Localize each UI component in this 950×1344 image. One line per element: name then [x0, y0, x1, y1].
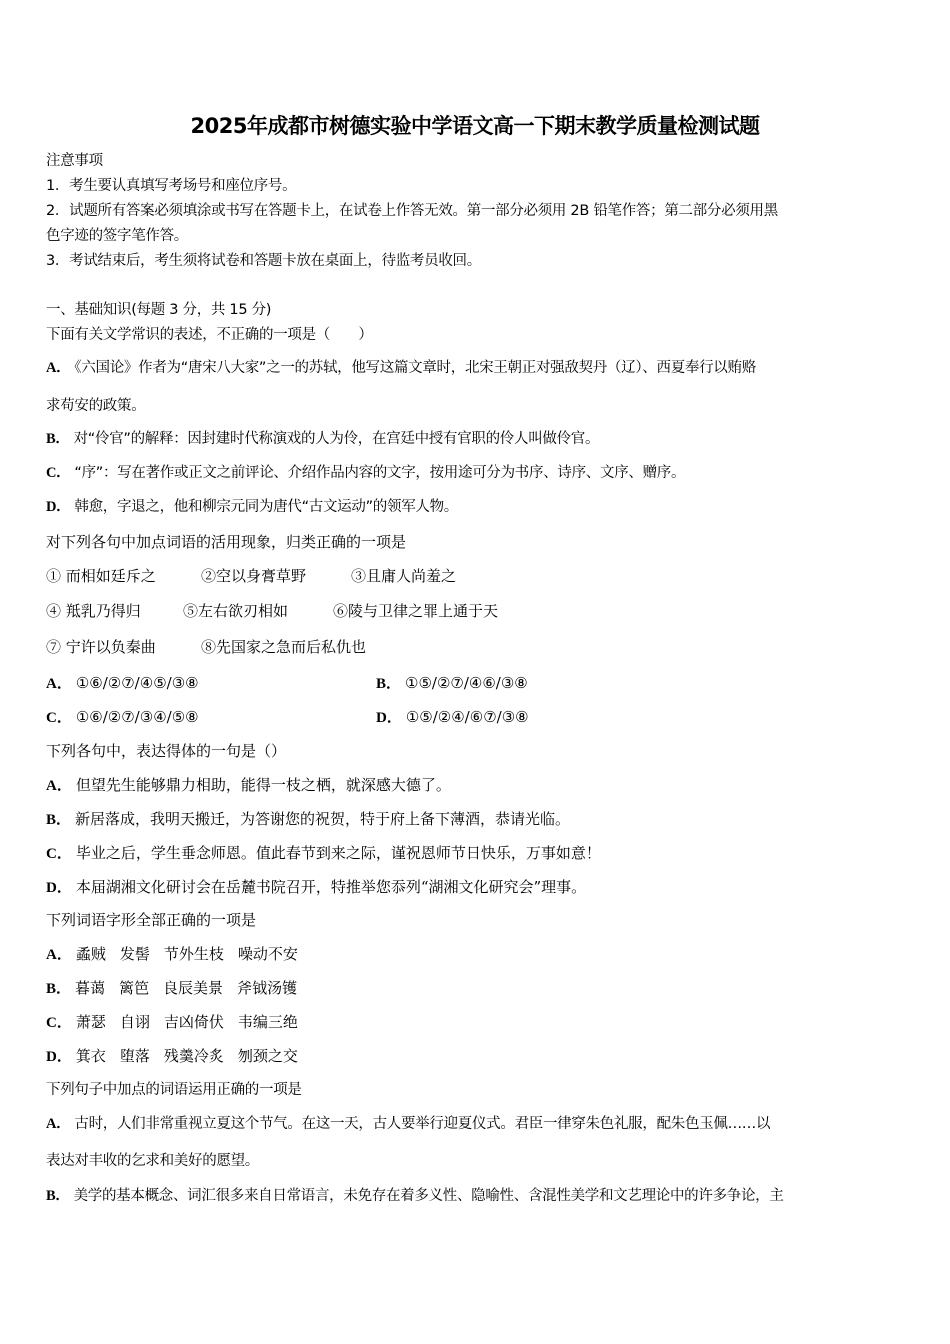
word: 残羹冷炙: [163, 1047, 224, 1065]
option-label: A．: [46, 778, 72, 794]
q3-stem: 下列各句中，表达得体的一句是（）: [46, 742, 287, 760]
option-text: 对“伶官”的解释：因封建时代称演戏的人为伶，在宫廷中授有官职的伶人叫做伶官。: [73, 431, 600, 447]
sentence-5: ⑤左右欲刃相如: [183, 602, 289, 620]
q5-stem: 下列句子中加点的词语运用正确的一项是: [46, 1082, 302, 1098]
sentence-3: ③且庸人尚羞之: [351, 567, 457, 585]
sentence-7: ⑦ 宁许以负秦曲: [46, 638, 156, 656]
q5-option-b[interactable]: [46, 1186, 784, 1206]
q3-option-b[interactable]: [46, 809, 570, 830]
notice-heading: 注意事项: [46, 153, 103, 169]
option-label: B．: [46, 981, 72, 997]
notice-item-2-cont: 色字迹的签字笔作答。: [46, 228, 188, 244]
sentence-2: ②空以身膏草野: [201, 567, 307, 585]
q3-option-c[interactable]: [46, 843, 601, 864]
option-label: A．: [46, 676, 72, 692]
option-text: 毕业之后，学生垂念师恩。值此春节到来之际，谨祝恩师节日快乐，万事如意！: [75, 844, 601, 862]
sentence-1: ① 而相如廷斥之: [46, 567, 156, 585]
q4-option-a[interactable]: [46, 944, 312, 965]
option-label: A．: [46, 1116, 71, 1132]
option-label: C．: [46, 465, 71, 481]
option-text: “序”：写在著作或正文之前评论、介绍作品内容的文字，按用途可分为书序、诗序、文序、赠序。: [74, 465, 686, 481]
q4-option-b[interactable]: [46, 978, 311, 999]
option-text: ①⑥/②⑦/③④/⑤⑧: [75, 708, 199, 726]
sentence-4: ④ 羝乳乃得归: [46, 602, 141, 620]
option-label: A．: [46, 947, 72, 963]
q2-option-d[interactable]: [376, 707, 529, 728]
word: 萧瑟: [75, 1013, 106, 1031]
word: 暮蔼: [75, 979, 106, 997]
q5-option-a[interactable]: [46, 1114, 770, 1134]
word: 噪动不安: [237, 945, 298, 963]
option-label: B．: [46, 431, 70, 447]
option-text: 古时，人们非常重视立夏这个节气。在这一天，古人要举行迎夏仪式。君臣一律穿朱色礼服，配朱色玉佩……以: [74, 1116, 771, 1132]
notice-item-3: 3．考试结束后，考生须将试卷和答题卡放在桌面上，待监考员收回。: [46, 253, 481, 269]
option-text: ①⑤/②④/⑥⑦/③⑧: [405, 708, 529, 726]
word: 箕衣: [75, 1047, 106, 1065]
option-text: 《六国论》作者为“唐宋八大家”之一的苏轼，他写这篇文章时，北宋王朝正对强敌契丹（辽）、西夏奉行以贿赂: [74, 360, 756, 376]
option-text: 美学的基本概念、词汇很多来自日常语言，未免存在着多义性、隐喻性、含混性美学和文艺理论中的许多争论，主: [73, 1188, 784, 1204]
option-text: 本届湖湘文化研讨会在岳麓书院召开，特推举您忝列“湖湘文化研究会”理事。: [75, 878, 587, 896]
word: 吉凶倚伏: [163, 1013, 224, 1031]
notice-item-1: 1．考生要认真填写考场号和座位序号。: [46, 178, 297, 194]
q2-sentence-row-1: [46, 566, 456, 586]
q3-option-a[interactable]: [46, 775, 451, 796]
q4-stem: 下列词语字形全部正确的一项是: [46, 911, 257, 929]
section-heading: 一、基础知识(每题 3 分，共 15 分): [46, 302, 272, 318]
option-label: C．: [46, 710, 72, 726]
option-label: D．: [376, 710, 402, 726]
option-label: A．: [46, 360, 71, 376]
q5-option-a-cont: 表达对丰收的乞求和美好的愿望。: [46, 1153, 259, 1169]
option-label: D．: [46, 499, 71, 515]
option-label: C．: [46, 1015, 72, 1031]
option-label: B．: [46, 1188, 70, 1204]
option-label: D．: [46, 1049, 72, 1065]
q4-option-d[interactable]: [46, 1046, 312, 1067]
option-text: ①⑥/②⑦/④⑤/③⑧: [75, 674, 199, 692]
q1-stem: 下面有关文学常识的表述，不正确的一项是（ ）: [46, 327, 373, 343]
q2-option-a[interactable]: [46, 673, 199, 694]
q1-option-c[interactable]: [46, 463, 685, 483]
option-label: C．: [46, 846, 72, 862]
option-text: 但望先生能够鼎力相助，能得一枝之栖，就深感大德了。: [75, 776, 451, 794]
q4-option-c[interactable]: [46, 1012, 312, 1033]
word: 韦编三绝: [237, 1013, 298, 1031]
q1-option-b[interactable]: [46, 429, 599, 449]
q1-option-a-cont: 求苟安的政策。: [46, 398, 146, 414]
sentence-6: ⑥陵与卫律之罪上通于天: [333, 602, 499, 620]
q2-sentence-row-2: [46, 601, 498, 621]
option-label: D．: [46, 880, 72, 896]
word: 斧钺汤镬: [237, 979, 298, 997]
option-text: 韩愈，字退之，他和柳宗元同为唐代“古文运动”的领军人物。: [74, 499, 458, 515]
option-label: B．: [376, 676, 402, 692]
word: 蟊贼: [75, 945, 106, 963]
word: 节外生枝: [163, 945, 224, 963]
word: 刎颈之交: [237, 1047, 298, 1065]
notice-item-2: 2．试题所有答案必须填涂或书写在答题卡上，在试卷上作答无效。第一部分必须用 2B 铅笔作答；第二部分必须用黑: [46, 203, 778, 219]
word: 篱笆: [119, 979, 150, 997]
q2-stem: 对下列各句中加点词语的活用现象，归类正确的一项是: [46, 533, 407, 551]
option-text: 新居落成，我明天搬迁，为答谢您的祝贺，特于府上备下薄酒，恭请光临。: [75, 810, 571, 828]
q2-option-b[interactable]: [376, 673, 528, 694]
q2-option-c[interactable]: [46, 707, 199, 728]
q2-sentence-row-3: [46, 637, 366, 657]
word: 发髻: [119, 945, 150, 963]
word: 堕落: [119, 1047, 150, 1065]
sentence-8: ⑧先国家之急而后私仇也: [201, 638, 367, 656]
q3-option-d[interactable]: [46, 877, 586, 898]
document-title: 2025年成都市树德实验中学语文高一下期末教学质量检测试题: [190, 114, 760, 138]
word: 自诩: [119, 1013, 150, 1031]
q1-option-a[interactable]: [46, 358, 756, 378]
option-text: ①⑤/②⑦/④⑥/③⑧: [405, 674, 528, 692]
option-label: B．: [46, 812, 72, 828]
word: 良辰美景: [163, 979, 224, 997]
q1-option-d[interactable]: [46, 497, 458, 517]
